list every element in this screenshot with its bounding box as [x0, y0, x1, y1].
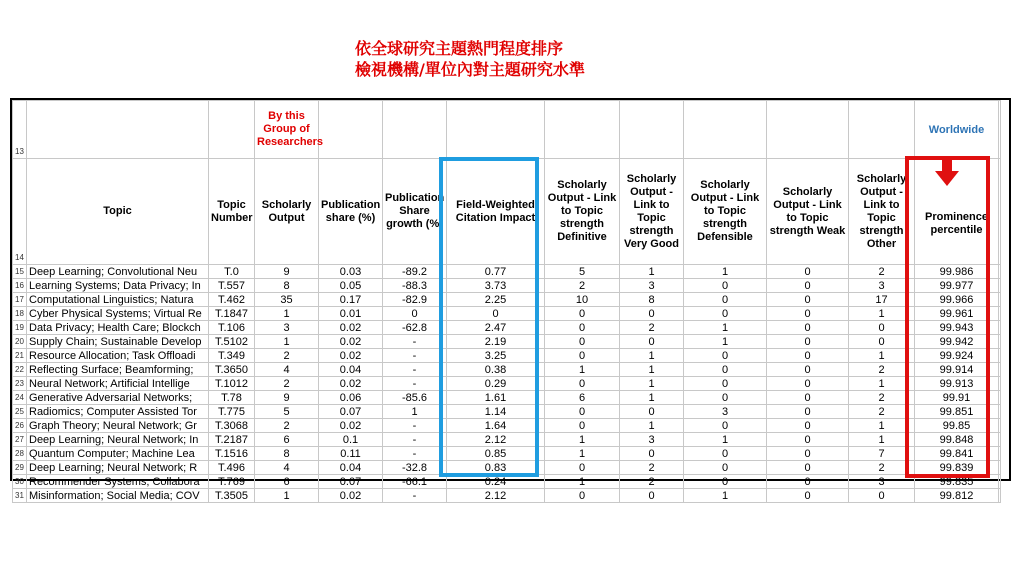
cell: [999, 307, 1001, 321]
topic-number-cell: T.78: [209, 391, 255, 405]
topic-number-cell: T.106: [209, 321, 255, 335]
worldwide-label: Worldwide: [915, 101, 999, 159]
header-link-weak: Scholarly Output - Link to Topic strength Weak: [767, 159, 849, 265]
prominence-cell: 99.961: [915, 307, 999, 321]
definitive-cell: 2: [545, 279, 620, 293]
title-line-1: 依全球研究主題熱門程度排序: [355, 39, 564, 58]
weak-cell: 0: [767, 419, 849, 433]
table-row: [13, 265, 1001, 279]
publication-share-cell: 0.02: [319, 377, 383, 391]
topic-number-cell: T.0: [209, 265, 255, 279]
header-link-definitive: Scholarly Output - Link to Topic strength Definitive: [545, 159, 620, 265]
topic-cell: Radiomics; Computer Assisted Tor: [27, 405, 209, 419]
cell: [999, 419, 1001, 433]
publication-share-cell: 0.02: [319, 349, 383, 363]
share-growth-cell: 0: [383, 307, 447, 321]
topic-cell: Deep Learning; Neural Network; In: [27, 433, 209, 447]
other-cell: 1: [849, 349, 915, 363]
cell: [999, 159, 1001, 265]
fwci-cell: 0.24: [447, 475, 545, 489]
share-growth-cell: -: [383, 349, 447, 363]
publication-share-cell: 0.02: [319, 335, 383, 349]
cell: [999, 265, 1001, 279]
publication-share-cell: 0.17: [319, 293, 383, 307]
other-cell: 2: [849, 265, 915, 279]
definitive-cell: 0: [545, 419, 620, 433]
row-number: 19: [13, 321, 27, 335]
table-row: [13, 321, 1001, 335]
defensible-cell: 1: [684, 433, 767, 447]
defensible-cell: 0: [684, 279, 767, 293]
defensible-cell: 0: [684, 447, 767, 461]
publication-share-cell: 0.04: [319, 363, 383, 377]
row-number: 15: [13, 265, 27, 279]
row-number: 29: [13, 461, 27, 475]
cell: [319, 101, 383, 159]
very-good-cell: 0: [620, 447, 684, 461]
cell: [999, 321, 1001, 335]
share-growth-cell: -85.6: [383, 391, 447, 405]
header-publication-share-growth: Publication Share growth (%): [383, 159, 447, 265]
table-row: [13, 349, 1001, 363]
cell: [999, 363, 1001, 377]
publication-share-cell: 0.05: [319, 279, 383, 293]
publication-share-cell: 0.02: [319, 489, 383, 503]
defensible-cell: 0: [684, 363, 767, 377]
very-good-cell: 1: [620, 391, 684, 405]
share-growth-cell: -62.8: [383, 321, 447, 335]
prominence-cell: 99.977: [915, 279, 999, 293]
publication-share-cell: 0.06: [319, 391, 383, 405]
weak-cell: 0: [767, 489, 849, 503]
fwci-cell: 3.73: [447, 279, 545, 293]
topic-number-cell: T.557: [209, 279, 255, 293]
cell: [849, 101, 915, 159]
defensible-cell: 1: [684, 265, 767, 279]
prominence-cell: 99.942: [915, 335, 999, 349]
cell: [999, 405, 1001, 419]
row-number: 30: [13, 475, 27, 489]
table-row: [13, 307, 1001, 321]
topic-number-cell: T.3068: [209, 419, 255, 433]
publication-share-cell: 0.02: [319, 419, 383, 433]
topic-cell: Deep Learning; Neural Network; R: [27, 461, 209, 475]
prominence-cell: 99.914: [915, 363, 999, 377]
very-good-cell: 1: [620, 349, 684, 363]
publication-share-cell: 0.01: [319, 307, 383, 321]
very-good-cell: 2: [620, 321, 684, 335]
scholarly-output-cell: 4: [255, 461, 319, 475]
publication-share-cell: 0.07: [319, 405, 383, 419]
scholarly-output-cell: 1: [255, 489, 319, 503]
topic-number-cell: T.496: [209, 461, 255, 475]
other-cell: 0: [849, 489, 915, 503]
prominence-cell: 99.943: [915, 321, 999, 335]
cell: [545, 101, 620, 159]
prominence-cell: 99.848: [915, 433, 999, 447]
weak-cell: 0: [767, 405, 849, 419]
other-cell: 3: [849, 475, 915, 489]
row-number: 27: [13, 433, 27, 447]
defensible-cell: 0: [684, 307, 767, 321]
very-good-cell: 2: [620, 461, 684, 475]
cell: [999, 101, 1001, 159]
fwci-cell: 2.25: [447, 293, 545, 307]
scholarly-output-cell: 3: [255, 321, 319, 335]
topic-number-cell: T.1012: [209, 377, 255, 391]
definitive-cell: 0: [545, 349, 620, 363]
scholarly-output-cell: 1: [255, 307, 319, 321]
share-growth-cell: -: [383, 377, 447, 391]
fwci-cell: 2.12: [447, 433, 545, 447]
definitive-cell: 0: [545, 489, 620, 503]
weak-cell: 0: [767, 279, 849, 293]
definitive-cell: 1: [545, 447, 620, 461]
header-topic-number: Topic Number: [209, 159, 255, 265]
weak-cell: 0: [767, 391, 849, 405]
fwci-cell: 0.85: [447, 447, 545, 461]
fwci-cell: 0.83: [447, 461, 545, 475]
row-number: 16: [13, 279, 27, 293]
definitive-cell: 0: [545, 405, 620, 419]
publication-share-cell: 0.02: [319, 321, 383, 335]
prominence-cell: 99.835: [915, 475, 999, 489]
defensible-cell: 0: [684, 377, 767, 391]
group-label-row: [13, 101, 1001, 159]
cell: [999, 391, 1001, 405]
topic-number-cell: T.3650: [209, 363, 255, 377]
very-good-cell: 0: [620, 405, 684, 419]
share-growth-cell: -89.2: [383, 265, 447, 279]
cell: [767, 101, 849, 159]
weak-cell: 0: [767, 321, 849, 335]
scholarly-output-cell: 4: [255, 363, 319, 377]
fwci-cell: 3.25: [447, 349, 545, 363]
row-number: 23: [13, 377, 27, 391]
topic-cell: Deep Learning; Convolutional Neu: [27, 265, 209, 279]
table-row: [13, 293, 1001, 307]
topic-cell: Learning Systems; Data Privacy; In: [27, 279, 209, 293]
header-prominence: Prominence percentile: [915, 159, 999, 265]
table-row: [13, 377, 1001, 391]
table-row: [13, 447, 1001, 461]
share-growth-cell: -: [383, 447, 447, 461]
very-good-cell: 3: [620, 433, 684, 447]
cell: [999, 377, 1001, 391]
defensible-cell: 0: [684, 293, 767, 307]
header-link-very-good: Scholarly Output - Link to Topic strength Very Good: [620, 159, 684, 265]
table-row: [13, 335, 1001, 349]
share-growth-cell: -32.8: [383, 461, 447, 475]
other-cell: 7: [849, 447, 915, 461]
row-number: 28: [13, 447, 27, 461]
scholarly-output-cell: 2: [255, 349, 319, 363]
very-good-cell: 1: [620, 265, 684, 279]
prominence-cell: 99.966: [915, 293, 999, 307]
cell: [999, 489, 1001, 503]
spreadsheet-screenshot: [10, 98, 1011, 502]
fwci-cell: 0.38: [447, 363, 545, 377]
other-cell: 1: [849, 433, 915, 447]
table-row: [13, 433, 1001, 447]
title-line-2: 檢視機構/單位內對主題研究水準: [355, 60, 585, 79]
cell: [383, 101, 447, 159]
table-row: [13, 475, 1001, 489]
defensible-cell: 0: [684, 461, 767, 475]
table-row: [13, 461, 1001, 475]
topic-cell: Computational Linguistics; Natura: [27, 293, 209, 307]
very-good-cell: 0: [620, 489, 684, 503]
definitive-cell: 0: [545, 307, 620, 321]
very-good-cell: 3: [620, 279, 684, 293]
topic-number-cell: T.769: [209, 475, 255, 489]
topic-number-cell: T.3505: [209, 489, 255, 503]
topic-cell: Neural Network; Artificial Intellige: [27, 377, 209, 391]
topic-number-cell: T.2187: [209, 433, 255, 447]
prominence-cell: 99.91: [915, 391, 999, 405]
cell: [999, 475, 1001, 489]
row-number: 18: [13, 307, 27, 321]
cell: [999, 349, 1001, 363]
publication-share-cell: 0.1: [319, 433, 383, 447]
other-cell: 17: [849, 293, 915, 307]
publication-share-cell: 0.11: [319, 447, 383, 461]
defensible-cell: 0: [684, 419, 767, 433]
row-number: 13: [13, 101, 27, 159]
scholarly-output-cell: 9: [255, 265, 319, 279]
fwci-cell: 1.64: [447, 419, 545, 433]
cell: [209, 101, 255, 159]
publication-share-cell: 0.03: [319, 265, 383, 279]
scholarly-output-cell: 6: [255, 433, 319, 447]
other-cell: 2: [849, 461, 915, 475]
topic-cell: Quantum Computer; Machine Lea: [27, 447, 209, 461]
table-row: [13, 391, 1001, 405]
prominence-cell: 99.85: [915, 419, 999, 433]
scholarly-output-cell: 8: [255, 279, 319, 293]
fwci-cell: 0.29: [447, 377, 545, 391]
topic-cell: Reflecting Surface; Beamforming;: [27, 363, 209, 377]
defensible-cell: 3: [684, 405, 767, 419]
other-cell: 0: [849, 321, 915, 335]
definitive-cell: 1: [545, 475, 620, 489]
scholarly-output-cell: 2: [255, 419, 319, 433]
cell: [999, 461, 1001, 475]
group-label: By this Group of Researchers: [255, 101, 319, 159]
cell: [999, 433, 1001, 447]
other-cell: 3: [849, 279, 915, 293]
definitive-cell: 6: [545, 391, 620, 405]
share-growth-cell: -82.9: [383, 293, 447, 307]
fwci-cell: 0.77: [447, 265, 545, 279]
scholarly-output-cell: 9: [255, 391, 319, 405]
share-growth-cell: -: [383, 489, 447, 503]
share-growth-cell: -88.3: [383, 279, 447, 293]
definitive-cell: 1: [545, 433, 620, 447]
weak-cell: 0: [767, 265, 849, 279]
scholarly-output-cell: 1: [255, 335, 319, 349]
cell: [999, 335, 1001, 349]
topic-number-cell: T.349: [209, 349, 255, 363]
cell: [447, 101, 545, 159]
share-growth-cell: -66.1: [383, 475, 447, 489]
scholarly-output-cell: 35: [255, 293, 319, 307]
topic-cell: Generative Adversarial Networks;: [27, 391, 209, 405]
row-number: 25: [13, 405, 27, 419]
row-number: 26: [13, 419, 27, 433]
header-topic: Topic: [27, 159, 209, 265]
defensible-cell: 0: [684, 475, 767, 489]
topic-number-cell: T.775: [209, 405, 255, 419]
definitive-cell: 1: [545, 363, 620, 377]
other-cell: 1: [849, 419, 915, 433]
scholarly-output-cell: 8: [255, 447, 319, 461]
topic-cell: Data Privacy; Health Care; Blockch: [27, 321, 209, 335]
header-publication-share: Publication share (%): [319, 159, 383, 265]
topic-cell: Supply Chain; Sustainable Develop: [27, 335, 209, 349]
defensible-cell: 1: [684, 321, 767, 335]
definitive-cell: 10: [545, 293, 620, 307]
publication-share-cell: 0.07: [319, 475, 383, 489]
cell: [999, 447, 1001, 461]
publication-share-cell: 0.04: [319, 461, 383, 475]
topic-number-cell: T.5102: [209, 335, 255, 349]
cell: [27, 101, 209, 159]
row-number: 17: [13, 293, 27, 307]
prominence-cell: 99.841: [915, 447, 999, 461]
very-good-cell: 0: [620, 307, 684, 321]
weak-cell: 0: [767, 433, 849, 447]
weak-cell: 0: [767, 447, 849, 461]
topic-cell: Cyber Physical Systems; Virtual Re: [27, 307, 209, 321]
slide-title: [355, 38, 675, 80]
topic-cell: Recommender Systems; Collabora: [27, 475, 209, 489]
prominence-cell: 99.812: [915, 489, 999, 503]
defensible-cell: 0: [684, 349, 767, 363]
share-growth-cell: -: [383, 433, 447, 447]
share-growth-cell: 1: [383, 405, 447, 419]
weak-cell: 0: [767, 475, 849, 489]
row-number: 22: [13, 363, 27, 377]
very-good-cell: 2: [620, 475, 684, 489]
table-row: [13, 279, 1001, 293]
very-good-cell: 8: [620, 293, 684, 307]
weak-cell: 0: [767, 335, 849, 349]
very-good-cell: 1: [620, 377, 684, 391]
fwci-cell: 2.12: [447, 489, 545, 503]
cell: [620, 101, 684, 159]
share-growth-cell: -: [383, 363, 447, 377]
weak-cell: 0: [767, 307, 849, 321]
topic-cell: Misinformation; Social Media; COV: [27, 489, 209, 503]
prominence-cell: 99.924: [915, 349, 999, 363]
definitive-cell: 5: [545, 265, 620, 279]
other-cell: 1: [849, 377, 915, 391]
share-growth-cell: -: [383, 419, 447, 433]
definitive-cell: 0: [545, 377, 620, 391]
cell: [999, 293, 1001, 307]
very-good-cell: 1: [620, 363, 684, 377]
table-row: [13, 489, 1001, 503]
header-link-other: Scholarly Output - Link to Topic strength Other: [849, 159, 915, 265]
weak-cell: 0: [767, 363, 849, 377]
header-link-defensible: Scholarly Output - Link to Topic strength Defensible: [684, 159, 767, 265]
topic-number-cell: T.1847: [209, 307, 255, 321]
topic-number-cell: T.1516: [209, 447, 255, 461]
share-growth-cell: -: [383, 335, 447, 349]
defensible-cell: 1: [684, 489, 767, 503]
weak-cell: 0: [767, 461, 849, 475]
definitive-cell: 0: [545, 461, 620, 475]
fwci-cell: 1.14: [447, 405, 545, 419]
row-number: 21: [13, 349, 27, 363]
other-cell: 2: [849, 363, 915, 377]
prominence-cell: 99.851: [915, 405, 999, 419]
weak-cell: 0: [767, 293, 849, 307]
prominence-cell: 99.986: [915, 265, 999, 279]
cell: [999, 279, 1001, 293]
cell: [684, 101, 767, 159]
table-row: [13, 363, 1001, 377]
fwci-cell: 2.47: [447, 321, 545, 335]
row-number: 14: [13, 159, 27, 265]
defensible-cell: 1: [684, 335, 767, 349]
weak-cell: 0: [767, 377, 849, 391]
other-cell: 0: [849, 335, 915, 349]
scholarly-output-cell: 2: [255, 377, 319, 391]
fwci-cell: 1.61: [447, 391, 545, 405]
table-row: [13, 405, 1001, 419]
other-cell: 2: [849, 405, 915, 419]
definitive-cell: 0: [545, 321, 620, 335]
prominence-cell: 99.839: [915, 461, 999, 475]
row-number: 20: [13, 335, 27, 349]
other-cell: 1: [849, 307, 915, 321]
prominence-cell: 99.913: [915, 377, 999, 391]
weak-cell: 0: [767, 349, 849, 363]
definitive-cell: 0: [545, 335, 620, 349]
topic-cell: Graph Theory; Neural Network; Gr: [27, 419, 209, 433]
other-cell: 2: [849, 391, 915, 405]
row-number: 24: [13, 391, 27, 405]
topic-number-cell: T.462: [209, 293, 255, 307]
topic-table: [12, 100, 1001, 503]
fwci-cell: 0: [447, 307, 545, 321]
topic-cell: Resource Allocation; Task Offloadi: [27, 349, 209, 363]
row-number: 31: [13, 489, 27, 503]
fwci-cell: 2.19: [447, 335, 545, 349]
table-row: [13, 419, 1001, 433]
header-fwci: Field-Weighted Citation Impact: [447, 159, 545, 265]
scholarly-output-cell: 6: [255, 475, 319, 489]
scholarly-output-cell: 5: [255, 405, 319, 419]
defensible-cell: 0: [684, 391, 767, 405]
very-good-cell: 1: [620, 419, 684, 433]
header-row: [13, 159, 1001, 265]
very-good-cell: 0: [620, 335, 684, 349]
header-scholarly-output: Scholarly Output: [255, 159, 319, 265]
